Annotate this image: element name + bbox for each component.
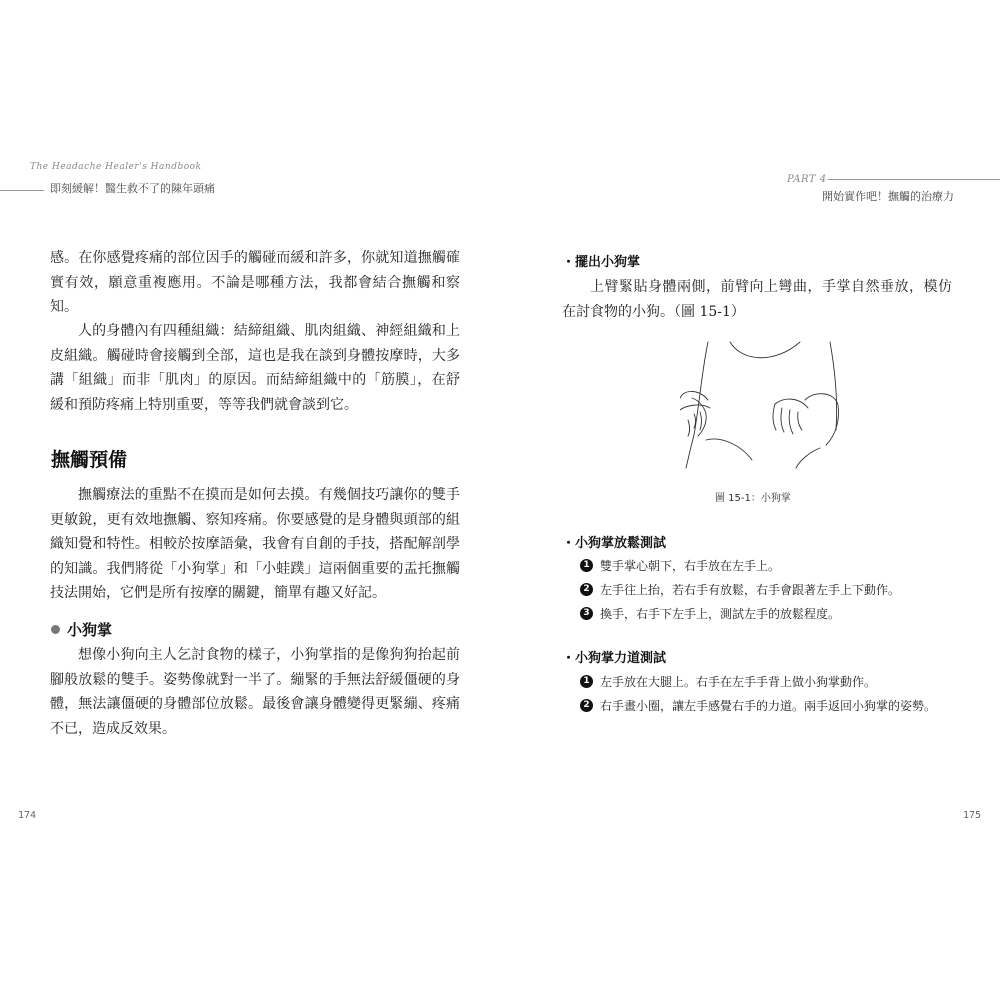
book-title-cn: 即刻緩解！醫生救不了的陳年頭痛: [50, 182, 215, 195]
left-paragraph-2: 人的身體內有四種組織：結締組織、肌肉組織、神經組織和上皮組織。觸碰時會接觸到全部，這也是我在談到身體按摩時，大多講「組織」而非「肌肉」的原因。而結締組織中的「筋膜」，在舒緩和預防疼痛上特別重要，等等我們就會談到它。: [50, 323, 460, 413]
torso-right-outline: [830, 342, 837, 430]
step-text: 左手往上抬，若右手有放鬆，右手會跟著左手上下動作。: [600, 583, 901, 597]
subsection-heading-row: [51, 619, 112, 640]
section3-step: [580, 697, 936, 714]
header-rule: [0, 190, 44, 191]
figure-caption: 圖 15-1：小狗掌: [715, 493, 791, 504]
step-number-icon: 2: [580, 583, 593, 596]
section-paragraph: 撫觸療法的重點不在摸而是如何去摸。有幾個技巧讓你的雙手更敏銳，更有效地撫觸、察知疼痛。你要感覺的是身體與頭部的組織知覺和特性。相較於按摩語彙，我會有自創的手技，搭配解剖學的知識。我們將從「小狗掌」和「小蛙蹼」這兩個重要的盂托撫觸技法開始，它們是所有按摩的關鍵，簡單有趣又好記。: [50, 487, 460, 601]
section2-step: [580, 605, 840, 622]
step-text: 右手畫小圈，讓左手感覺右手的力道。兩手返回小狗掌的姿勢。: [600, 699, 937, 713]
bullet-dot-icon: [51, 625, 60, 634]
step-number-icon: 2: [580, 699, 593, 712]
left-page-number: 174: [18, 810, 37, 821]
subsection-paragraph: 想像小狗向主人乞討食物的樣子，小狗掌指的是像狗狗抬起前腳般放鬆的雙手。姿勢像就對一半了。繃緊的手無法舒緩僵硬的身體，無法讓僵硬的身體部位放鬆。最後會讓身體變得更緊繃、疼痛不已，造成反效果。: [50, 647, 460, 737]
puppy-paw-illustration: [680, 340, 840, 470]
chapter-title-cn: 開始實作吧！撫觸的治療力: [822, 190, 954, 203]
left-paragraph-1: 感。在你感覺疼痛的部位因手的觸碰而緩和許多，你就知道撫觸確實有效，願意重複應用。不論是哪種方法，我都會結合撫觸和察知。: [50, 250, 460, 315]
step-text: 雙手掌心朝下，右手放在左手上。: [600, 559, 781, 573]
step-number-icon: 3: [580, 607, 593, 620]
subsection-heading: 小狗掌: [67, 621, 113, 639]
section3-step: [580, 673, 876, 690]
neckline: [730, 342, 800, 358]
step-text: 換手，右手下左手上，測試左手的放鬆程度。: [600, 607, 841, 621]
right-page-number: 175: [963, 810, 982, 821]
section2-step: [580, 581, 900, 598]
section2-step: [580, 557, 780, 574]
step-number-icon: 1: [580, 675, 593, 688]
section1-paragraph: 上臂緊貼身體兩側，前臂向上彎曲，手掌自然垂放，模仿在討食物的小狗。（圖 15-1）: [562, 279, 952, 320]
section2-heading: ・小狗掌放鬆測試: [562, 536, 667, 551]
right-hand: [773, 404, 776, 430]
step-number-icon: 1: [580, 559, 593, 572]
section1-heading: ・擺出小狗掌: [562, 255, 641, 270]
section3-heading: ・小狗掌力道測試: [562, 651, 667, 666]
part-label: PART 4: [787, 174, 827, 185]
book-title-en: The Headache Healer's Handbook: [30, 162, 202, 172]
section-heading: 撫觸預備: [51, 449, 128, 471]
header-rule: [828, 179, 1000, 180]
step-text: 左手放在大腿上。右手在左手手背上做小狗掌動作。: [600, 675, 877, 689]
right-forearm: [805, 394, 839, 445]
